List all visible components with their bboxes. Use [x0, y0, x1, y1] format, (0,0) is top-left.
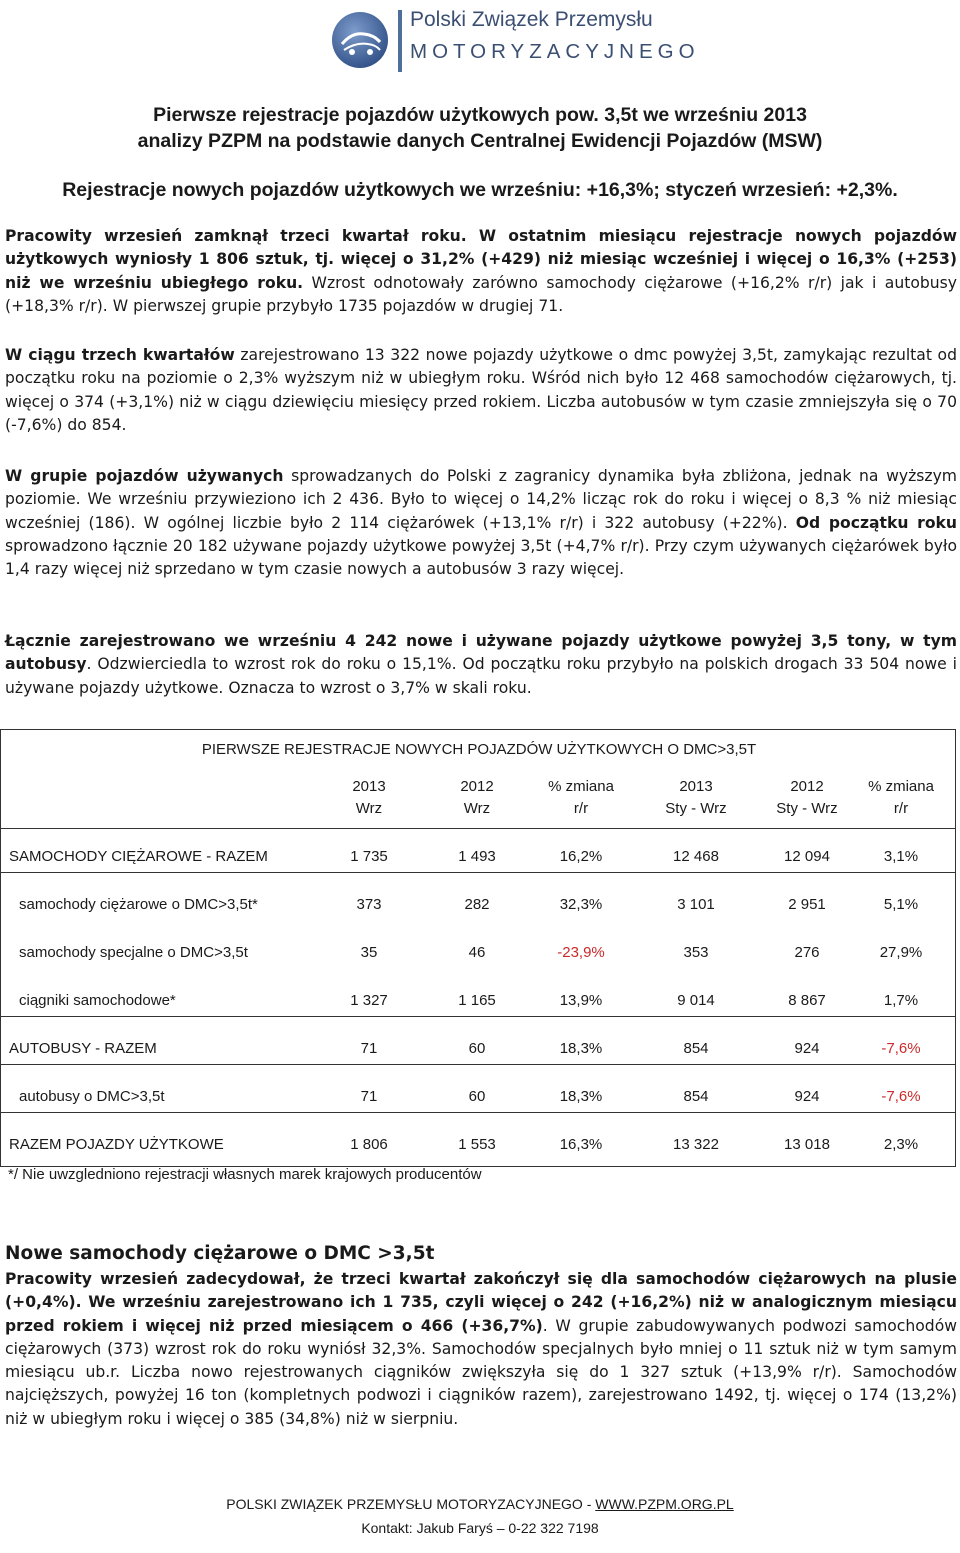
paragraph-quarters-bold: W ciągu trzech kwartałów — [5, 346, 235, 364]
pzpm-logo-icon — [330, 10, 390, 70]
table-row-divider — [1, 872, 955, 873]
table-cell-negative: -23,9% — [557, 944, 605, 961]
table-cell: 13 322 — [673, 1136, 719, 1153]
table-cell: 1 735 — [350, 848, 388, 865]
table-cell: 35 — [360, 944, 378, 961]
table-cell: 16,2% — [559, 848, 603, 865]
table-row-divider — [1, 1112, 955, 1113]
table-row-divider — [1, 1016, 955, 1017]
logo-text-line1: Polski Związek Przemysłu — [410, 8, 653, 31]
table-cell-negative: -7,6% — [881, 1040, 921, 1057]
paragraph-intro-text: Wzrost odnotowały zarówno samochody ciężarowe (+16,2% r/r) jak i autobusy (+18,3% r/r). W pierwszej grupie przybyło 1735 pojazdów w drugiej 71. — [5, 273, 957, 315]
paragraph-intro-bold: Pracowity wrzesień zamknął trzeci kwartał roku. W ostatnim miesiącu rejestracje nowych pojazdów użytkowych wyniosły 1 806 sztuk, tj. więcej o 31,2% (+429) niż miesiąc wcześniej i więcej o 16,3% (+253) niż we wrześniu ubiegłego roku. — [5, 227, 957, 292]
table-cell: 276 — [794, 944, 820, 961]
table-header-col5-year: 2012 — [790, 778, 824, 795]
paragraph-trucks-bold: Pracowity wrzesień zadecydował, że trzeci kwartał zakończył się dla samochodów ciężarowych na plusie (+0,4%). We wrześniu zarejestrowano ich 1 735, czyli więcej o 242 (+16,2%) niż w analogicznym miesiącu przed rokiem i więcej niż przed miesiącem o 466 (+36,7%) — [5, 1270, 957, 1335]
table-header-col3-sub: r/r — [573, 800, 589, 817]
table-cell: 13,9% — [559, 992, 603, 1009]
table-row-label: autobusy o DMC>3,5t — [19, 1088, 165, 1105]
table-row-label: ciągniki samochodowe* — [19, 992, 176, 1009]
table-row-label: samochody ciężarowe o DMC>3,5t* — [19, 896, 258, 913]
footer-org — [0, 1496, 960, 1512]
table-row — [1, 896, 955, 918]
table-row — [1, 1088, 955, 1110]
table-header-col4 — [641, 776, 751, 820]
table-cell: 16,3% — [559, 1136, 603, 1153]
table-header-col3-label: % zmiana — [548, 778, 614, 795]
logo-text-line2: MOTORYZACYJNEGO — [410, 40, 700, 63]
paragraph-used-text2: sprowadzono łącznie 20 182 używane pojazdy użytkowe powyżej 3,5t (+4,7% r/r). Przy czym używanych ciężarówek było 1,4 razy więcej niż sprzedano w tym czasie nowych a autobusów 3 razy więcej. — [5, 536, 957, 579]
footer-org-name: POLSKI ZWIĄZEK PRZEMYSŁU MOTORYZACYJNEGO - — [226, 1496, 596, 1512]
document-subtitle: Rejestracje nowych pojazdów użytkowych we wrześniu: +16,3%; styczeń wrzesień: +2,3%. — [62, 179, 898, 201]
table-footnote: */ Nie uwzgledniono rejestracji własnych marek krajowych producentów — [8, 1166, 482, 1183]
table-row-label: AUTOBUSY - RAZEM — [9, 1040, 157, 1057]
table-cell: 9 014 — [677, 992, 715, 1009]
paragraph-trucks-text: . W grupie zabudowywanych podwozi samochodów ciężarowych (373) wzrost rok do roku wyniósł 32,3%. Samochodów specjalnych było mniej o 11 sztuk niż w tym samym miesiącu ub.r. Liczba nowo rejestrowanych ciągników zwiększyła się do 1 327 sztuk (+13,9% r/r). Samochodów najcięższych, powyżej 16 ton (kompletnych podwozi i ciągników razem), zarejestrowano 1492, tj. więcej o 174 (13,2%) niż w ubiegłym roku i więcej o 385 (34,8%) niż w sierpniu. — [5, 1316, 957, 1428]
table-title: PIERWSZE REJESTRACJE NOWYCH POJAZDÓW UŻYTKOWYCH O DMC>3,5T — [201, 741, 757, 758]
table-cell: 12 094 — [784, 848, 830, 865]
table-row-label: SAMOCHODY CIĘŻAROWE - RAZEM — [9, 848, 268, 865]
table-cell: 60 — [468, 1088, 486, 1105]
table-cell: 13 018 — [784, 1136, 830, 1153]
table-cell: 1 553 — [458, 1136, 496, 1153]
table-cell: 60 — [468, 1040, 486, 1057]
table-header-col6 — [851, 776, 951, 820]
table-cell: 18,3% — [559, 1088, 603, 1105]
table-cell: 854 — [683, 1040, 709, 1057]
table-row — [1, 1040, 955, 1062]
table-cell: 373 — [356, 896, 382, 913]
table-header-col1-year: 2013 — [352, 778, 386, 795]
paragraph-used-bold1: W grupie pojazdów używanych — [5, 467, 284, 485]
registrations-table — [0, 729, 956, 1167]
table-header-col2-period: Wrz — [463, 800, 491, 817]
table-header-col3 — [531, 776, 631, 820]
paragraph-total-bold: Łącznie zarejestrowano we wrześniu 4 242 nowe i używane pojazdy użytkowe powyżej 3,5 tony, w tym autobusy — [5, 632, 957, 674]
table-cell: 46 — [468, 944, 486, 961]
table-cell: 353 — [683, 944, 709, 961]
document-title-line2: analizy PZPM na podstawie danych Centralnej Ewidencji Pojazdów (MSW) — [137, 130, 823, 152]
paragraph-quarters — [5, 344, 957, 437]
table-row-divider — [1, 1064, 955, 1065]
table-cell: 282 — [464, 896, 490, 913]
table-cell: 32,3% — [559, 896, 603, 913]
table-cell: 8 867 — [788, 992, 826, 1009]
table-cell-negative: -7,6% — [881, 1088, 921, 1105]
table-header-col6-sub: r/r — [893, 800, 909, 817]
paragraph-used-text1: sprowadzanych do Polski z zagranicy dynamika była zbliżona, jednak na wyższym poziomie. We wrześniu przywieziono ich 2 436. Było to więcej o 14,2% licząc rok do roku i więcej o 8,3 % niż miesiąc wcześniej (186). W ogólnej liczbie było 2 114 ciężarówek (+13,1% r/r) i 322 autobusy (+22%). — [5, 467, 957, 532]
table-row — [1, 944, 955, 966]
table-cell: 3,1% — [883, 848, 919, 865]
table-header-divider — [1, 828, 955, 829]
table-cell: 3 101 — [677, 896, 715, 913]
footer-website-link[interactable]: WWW.PZPM.ORG.PL — [595, 1496, 734, 1512]
paragraph-used-bold2: Od początku roku — [795, 513, 958, 532]
table-cell: 924 — [794, 1040, 820, 1057]
table-row — [1, 1136, 955, 1158]
table-row — [1, 992, 955, 1014]
table-cell: 854 — [683, 1088, 709, 1105]
table-row-label: samochody specjalne o DMC>3,5t — [19, 944, 248, 961]
paragraph-trucks — [5, 1268, 957, 1431]
table-cell: 12 468 — [673, 848, 719, 865]
table-header-col2 — [432, 776, 522, 820]
paragraph-total — [5, 630, 957, 700]
table-cell: 1,7% — [883, 992, 919, 1009]
table-cell: 71 — [360, 1040, 378, 1057]
paragraph-used — [5, 465, 957, 581]
table-header-col2-year: 2012 — [460, 778, 494, 795]
section-heading: Nowe samochody ciężarowe o DMC >3,5t — [5, 1243, 435, 1264]
table-cell: 1 806 — [350, 1136, 388, 1153]
table-header-col6-label: % zmiana — [868, 778, 934, 795]
table-cell: 5,1% — [883, 896, 919, 913]
table-cell: 27,9% — [879, 944, 923, 961]
table-header-col1 — [324, 776, 414, 820]
table-header-col1-period: Wrz — [355, 800, 383, 817]
table-cell: 1 493 — [458, 848, 496, 865]
table-header-col5-period: Sty - Wrz — [776, 800, 838, 817]
table-cell: 924 — [794, 1088, 820, 1105]
table-cell: 1 327 — [350, 992, 388, 1009]
table-row — [1, 848, 955, 870]
paragraph-total-text: . Odzwierciedla to wzrost rok do roku o 15,1%. Od początku roku przybyło na polskich drogach 33 504 nowe i używane pojazdy użytkowe. Oznacza to wzrost o 3,7% w skali roku. — [5, 655, 957, 697]
footer-contact: Kontakt: Jakub Faryś – 0-22 322 7198 — [361, 1520, 599, 1536]
table-header-col4-period: Sty - Wrz — [665, 800, 727, 817]
table-row-label: RAZEM POJAZDY UŻYTKOWE — [9, 1136, 224, 1153]
table-cell: 2 951 — [788, 896, 826, 913]
paragraph-intro — [5, 225, 957, 318]
paragraph-quarters-text: zarejestrowano 13 322 nowe pojazdy użytkowe o dmc powyżej 3,5t, zamykając rezultat od początku roku na poziomie o 2,3% wyższym niż w ubiegłym roku. Wśród nich było 12 468 samochodów ciężarowych, tj. więcej o 374 (+3,1%) niż w ciągu dziewięciu miesięcy przed rokiem. Liczba autobusów w tym czasie zmniejszyła się o 70 (-7,6%) do 854. — [5, 346, 957, 434]
table-cell: 71 — [360, 1088, 378, 1105]
table-cell: 18,3% — [559, 1040, 603, 1057]
pzpm-logo — [330, 4, 700, 76]
table-cell: 2,3% — [883, 1136, 919, 1153]
table-header-col4-year: 2013 — [679, 778, 713, 795]
logo-separator — [398, 10, 402, 72]
document-title-line1: Pierwsze rejestracje pojazdów użytkowych pow. 3,5t we wrześniu 2013 — [153, 104, 807, 126]
table-header-col5 — [752, 776, 862, 820]
table-cell: 1 165 — [458, 992, 496, 1009]
